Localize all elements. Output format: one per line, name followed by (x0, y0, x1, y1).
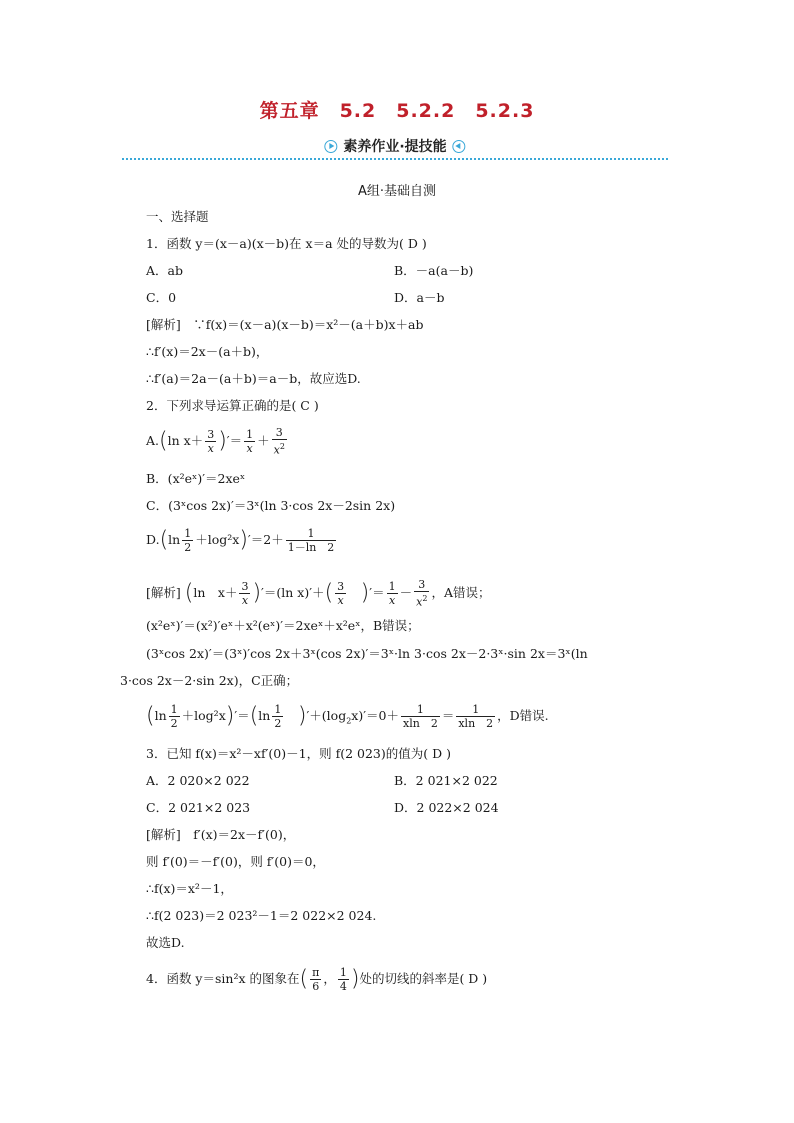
q4-stem-b: 处的切线的斜率是( D ) (359, 971, 488, 986)
q4-stem: 4．函数 y＝sin²x 的图象在( $\frac{\pi}{6}$ ， $\frac{1}{4}$ )处的切线的斜率是( D ) (146, 966, 488, 993)
q1-option-d: D．a－b (394, 290, 445, 305)
fraction-3-over-x2: $\frac{3}{x^2}$ (273, 426, 285, 457)
play-left-icon (453, 140, 466, 153)
close-paren: ) (239, 527, 248, 553)
q4-stem-a: 4．函数 y＝sin²x 的图象在 (146, 971, 300, 986)
fraction-pi-over-6: $\frac{\pi}{6}$ (312, 966, 320, 993)
q1-solution-2: ∴f′(x)＝2x－(a＋b)， (146, 344, 269, 359)
q2-solution-1: [解析] (ln x＋ $\frac{3}{x}$ )′＝(ln x)′＋( $\frac{3}{x}$ )′＝ $\frac{1}{x}$ － $\frac{3}{x^2}$ ，A错误； (146, 578, 491, 609)
q3-solution-1: [解析] f′(x)＝2x－f′(0)， (146, 827, 296, 842)
q3-option-c: C．2 021×2 023 (146, 800, 251, 815)
q2-option-d-prefix: D. (146, 532, 160, 547)
q3-solution-3: ∴f(x)＝x²－1， (146, 881, 233, 896)
q3-stem: 3．已知 f(x)＝x²－xf′(0)－1，则 f(2 023)的值为( D ) (146, 746, 451, 761)
chapter-title: 第五章 5.2 5.2.2 5.2.3 (259, 100, 535, 122)
q1-solution-1: [解析] ∵f(x)＝(x－a)(x－b)＝x²－(a＋b)x＋ab (146, 317, 424, 332)
fraction-1-over-2: $\frac{1}{2}$ (184, 527, 192, 554)
q2-solution-2: (x²eˣ)′＝(x²)′eˣ＋x²(eˣ)′＝2xeˣ＋x²eˣ，B错误； (146, 618, 420, 633)
q2-solution-1-prefix: [解析] (146, 584, 181, 600)
q2-option-d-body: ln (168, 532, 181, 547)
part-title: 一、选择题 (146, 209, 209, 224)
q2-option-a-body: ln x＋ (167, 432, 204, 448)
q3-solution-5: 故选D. (146, 935, 185, 950)
q2-solution-5: (ln $\frac{1}{2}$ ＋log²x)′＝(ln $\frac{1}{2}$ )$'+(\log_2x)'=0+$ $\frac{1}{xln 2}$ ＝ $\frac{1}{xln 2}$ ，D错误. (146, 703, 549, 730)
q1-option-b: B．－a(a－b) (394, 263, 474, 278)
q2-solution-1-tail: ，A错误； (431, 584, 491, 600)
q2-solution-3: (3ˣcos 2x)′＝(3ˣ)′cos 2x＋3ˣ(cos 2x)′＝3ˣ·ln 3·cos 2x－2·3ˣ·sin 2x＝3ˣ(ln (146, 646, 588, 661)
q1-stem: 1．函数 y＝(x－a)(x－b)在 x＝a 处的导数为( D ) (146, 236, 427, 251)
close-paren: ) (218, 428, 227, 454)
q3-option-d: D．2 022×2 024 (394, 800, 499, 815)
q2-stem: 2．下列求导运算正确的是( C ) (146, 398, 319, 413)
open-paren: ( (159, 428, 168, 454)
fraction-1-over-1-minus-ln2: $\frac{1}{1-\ln 2}$ (287, 527, 335, 554)
section-banner (122, 136, 668, 162)
q3-solution-4: ∴f(2 023)＝2 023²－1＝2 022×2 024. (146, 908, 377, 923)
q2-option-d-mid: ＋log²x (195, 532, 240, 547)
q3-solution-2: 则 f′(0)＝－f′(0)，则 f′(0)＝0， (146, 854, 325, 869)
fraction-1-over-4: $\frac{1}{4}$ (339, 966, 347, 993)
banner-dotted-rule (122, 158, 668, 160)
q2-option-a-prefix: A. (146, 432, 160, 448)
banner-text: 素养作业·提技能 (343, 139, 447, 155)
group-title: A组·基础自测 (357, 184, 437, 199)
fraction-3-over-x: $\frac{3}{x}$ (207, 427, 215, 455)
q1-option-a: A．ab (146, 263, 183, 278)
q2-option-c: C．(3ˣcos 2x)′＝3ˣ(ln 3·cos 2x－2sin 2x) (146, 498, 396, 513)
fraction-1-over-x: $\frac{1}{x}$ (246, 427, 254, 455)
q3-option-a: A．2 020×2 022 (146, 773, 250, 788)
play-right-icon (324, 140, 337, 153)
q2-option-a-eq: ′＝ (226, 432, 243, 448)
q2-solution-4: 3·cos 2x－2·sin 2x)，C正确； (120, 673, 299, 688)
q1-option-c: C．0 (146, 290, 177, 305)
open-paren: ( (159, 527, 169, 553)
q2-option-d (146, 527, 338, 554)
banner-label (318, 136, 471, 156)
q2-option-a: A.(ln x＋ $\frac{3}{x}$ )′＝ $\frac{1}{x}$ ＋ $\frac{3}{x^2}$ (146, 426, 285, 457)
q1-solution-3: ∴f′(a)＝2a－(a＋b)＝a－b，故应选D. (146, 371, 361, 386)
q2-solution-5-tail: ，D错误. (497, 708, 549, 723)
q2-option-b: B．(x²eˣ)′＝2xeˣ (146, 471, 246, 486)
q3-option-b: B．2 021×2 022 (394, 773, 498, 788)
q2-option-d-eq: ′＝2＋ (247, 532, 284, 547)
